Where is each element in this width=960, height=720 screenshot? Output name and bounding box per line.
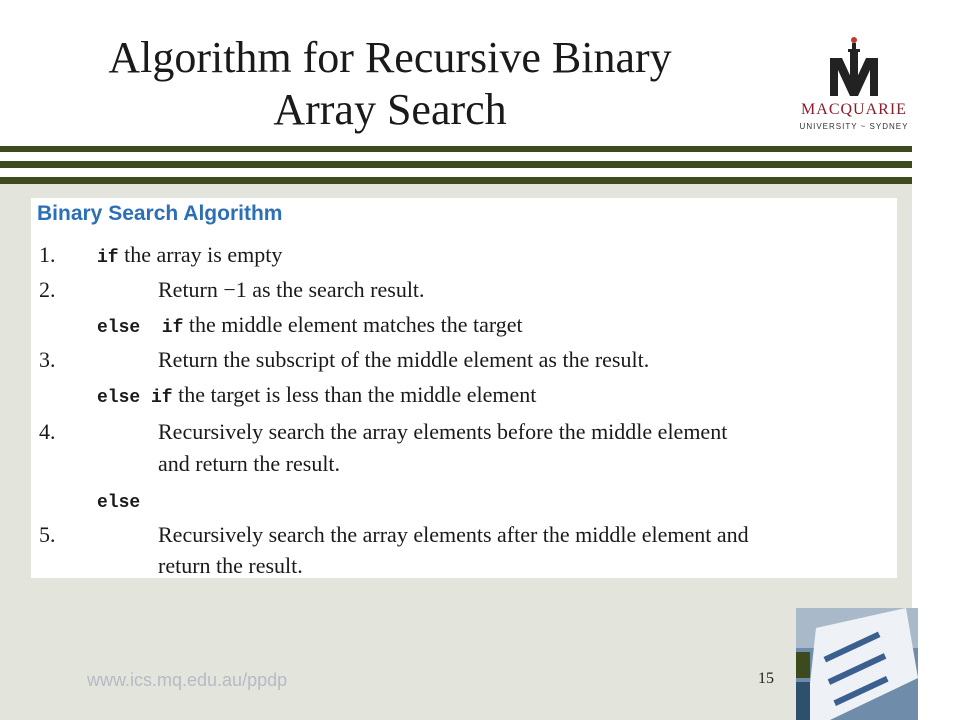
step-number: 4.	[39, 419, 56, 444]
slide-title	[40, 32, 740, 136]
algorithm-line	[97, 242, 282, 268]
keyword: else if	[97, 388, 173, 408]
algorithm-line	[97, 487, 140, 513]
step-number: 1.	[39, 242, 56, 267]
header-stripe-gap	[0, 152, 912, 161]
line-text: the target is less than the middle element	[172, 382, 537, 407]
algorithm-line: Recursively search the array elements before the middle element	[158, 419, 728, 444]
line-text: the middle element matches the target	[183, 312, 523, 337]
algorithm-heading: Binary Search Algorithm	[37, 202, 283, 225]
algorithm-line	[97, 312, 523, 338]
slide-title-line-1: Algorithm for Recursive Binary	[108, 33, 672, 82]
keyword: else if	[97, 318, 184, 338]
step-number: 5.	[39, 522, 56, 547]
header-stripe	[0, 161, 912, 168]
line-text: the array is empty	[118, 242, 283, 267]
macquarie-logo	[796, 34, 912, 144]
page-number: 15	[758, 670, 774, 687]
algorithm-line: and return the result.	[158, 451, 341, 476]
campus-sign-photo	[796, 608, 918, 720]
step-number: 3.	[39, 347, 56, 372]
algorithm-line: Return −1 as the search result.	[158, 277, 425, 302]
algorithm-line: Recursively search the array elements after the middle element and	[158, 522, 749, 547]
slide-title-line-2: Array Search	[273, 85, 507, 134]
footer-url: www.ics.mq.edu.au/ppdp	[87, 670, 288, 690]
keyword: if	[97, 248, 119, 268]
lighthouse-m-icon	[796, 34, 912, 104]
step-number: 2.	[39, 277, 56, 302]
header-stripe-gap	[0, 168, 912, 177]
logo-wordmark: MACQUARIE	[801, 101, 907, 118]
algorithm-line	[97, 382, 536, 408]
logo-subtitle: UNIVERSITY ~ SYDNEY	[799, 122, 909, 131]
keyword: else	[97, 493, 141, 513]
algorithm-line: return the result.	[158, 553, 303, 578]
header-stripe	[0, 177, 912, 184]
algorithm-image	[31, 198, 897, 578]
algorithm-line: Return the subscript of the middle element as the result.	[158, 347, 650, 372]
